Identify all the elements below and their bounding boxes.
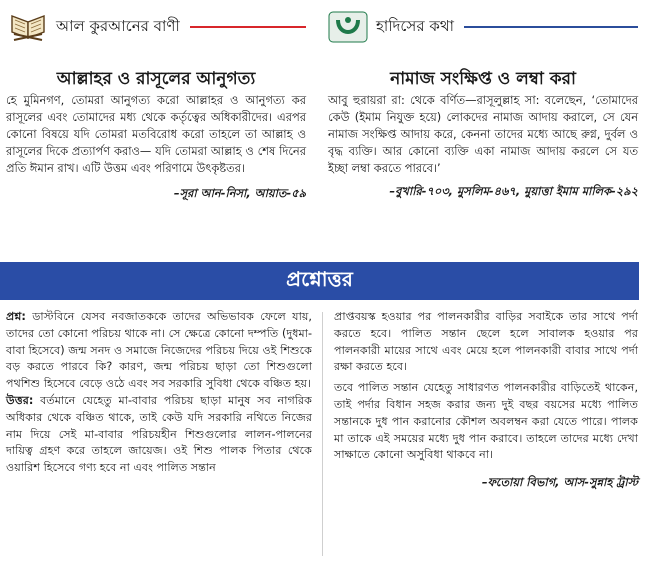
quran-header-label: আল কুরআনের বাণী (56, 16, 180, 35)
hadith-header (328, 10, 638, 44)
quran-block (6, 66, 306, 246)
quran-header (8, 10, 306, 44)
hadith-title: নামাজ সংক্ষিপ্ত ও লম্বা করা (390, 69, 576, 89)
hadith-block (328, 66, 638, 246)
hadith-body (328, 92, 638, 200)
quran-title: আল্লাহর ও রাসূলের আনুগত্য (56, 69, 256, 89)
quran-body (6, 92, 306, 202)
qa-citation: –ফতোয়া বিভাগ, আস-সুন্নাহ ট্রাস্ট (481, 475, 638, 490)
question-label: প্রশ্ন: (6, 310, 26, 323)
answer-text-part3: তবে পালিত সন্তান যেহেতু সাধারণত পালনকারীর বাড়িতেই থাকেন, তাই পর্দার বিধান সহজ করার জন্য দুই বছর বয়সের মধ্যে পালিত সন্তানকে দুধ পান করানোর কৌশল অবলম্বন করা যেতে পারে। পালক মা তাকে এই সময়ের মধ্যে দুধ পান করাবে। তাহলে তাদের মধ্যে দেখা সাক্ষাতে কোনো অসুবিধা থাকবে না। (334, 381, 638, 462)
answer-paragraph (6, 393, 312, 477)
qa-right-column (334, 309, 638, 491)
hadith-logo-icon (328, 11, 368, 43)
qa-banner (0, 262, 639, 300)
answer-label: উত্তর: (6, 393, 34, 407)
answer-text-part1: বর্তমানে যেহেতু মা-বাবার পরিচয় ছাড়া মানুষ সব নাগরিক অধিকার থেকে বঞ্চিত থাকে, তাই কেউ যদি সরকারি নথিতে নিজের নাম দিয়ে সেই মা-বাবার পরিচয়হীন শিশুগুলোর লালন-পালনের দায়িত্ব গ্রহণ করে তাহলে জায়েজ। ওই শিশু পালক পিতার থেকে ওয়ারিশ হিসেবে গণ্য হবে না এবং পালিত সন্তান (6, 393, 312, 475)
hadith-header-label: হাদিসের কথা (376, 16, 454, 35)
hadith-header-rule (464, 26, 638, 28)
hadith-citation: –বুখারি-৭০৩, মুসলিম-৪৬৭, মুয়াত্তা ইমাম মালিক-২৯২ (389, 184, 638, 198)
hadith-text: আবু হুরায়রা রা: থেকে বর্ণিত—রাসূলুল্লাহ সা: বলেছেন, ‘তোমাদের কেউ (ইমাম নিযুক্ত হয়ে) লোকদের নামাজ আদায় করালে, সে যেন নামাজ সংক্ষিপ্ত আদায় করে, কেননা তাদের মধ্যে আছে রুগ্ন, দুর্বল ও বৃদ্ধ ব্যক্তি। আর কোনো ব্যক্তি একা নামাজ আদায় করলে সে যত ইচ্ছা লম্বা করতে পারবে।’ (328, 93, 638, 175)
quran-header-rule (190, 26, 306, 28)
qa-banner-title: প্রশ্নোত্তর (286, 266, 353, 291)
question-text: ডাস্টবিনে যেসব নবজাতককে তাদের অভিভাবক ফেলে যায়, তাদের তো কোনো পরিচয় থাকে না। সে ক্ষেত্রে কোনো দম্পতি (দুধমা-বাবা হিসেবে) জন্ম সনদ ও সমাজে নিজেদের পরিচয় দিয়ে ওই শিশুকে বড় করতে পারবে কি? কারণ, জন্ম পরিচয় ছাড়া তো শিশুগুলো পথশিশু হিসেবে বেড়ে ওঠে এবং সব সরকারি সুবিধা থেকে বঞ্চিত হয়। (6, 310, 312, 391)
qa-left-column (6, 309, 312, 477)
question-paragraph (6, 309, 312, 393)
quran-citation: –সূরা আন-নিসা, আয়াত-৫৯ (173, 186, 306, 200)
answer-text-part2: প্রাপ্তবয়স্ক হওয়ার পর পালনকারীর বাড়ির সবাইকে তার সাথে পর্দা করতে হবে। পালিত সন্তান ছেলে হলে সাবালক হওয়ার পর পালনকারী মায়ের সাথে এবং মেয়ে হলে পালনকারী বাবার সাথে পর্দা রক্ষা করতে হবে। (334, 310, 638, 374)
column-divider (322, 312, 323, 556)
open-quran-book-icon (8, 12, 48, 42)
quran-text: হে মুমিনগণ, তোমরা আনুগত্য করো আল্লাহর ও আনুগত্য কর রাসূলের এবং তোমাদের মধ্য থেকে কর্তৃত্বের অধিকারীদের। এরপর কোনো বিষয়ে যদি তোমরা মতবিরোধ করো তাহলে তা আল্লাহ ও রাসূলের দিকে প্রত্যার্পণ করাও— যদি তোমরা আল্লাহ ও শেষ দিনের প্রতি ঈমান রাখ। এটি উত্তম এবং পরিণামে উৎকৃষ্টতর। (6, 93, 306, 175)
